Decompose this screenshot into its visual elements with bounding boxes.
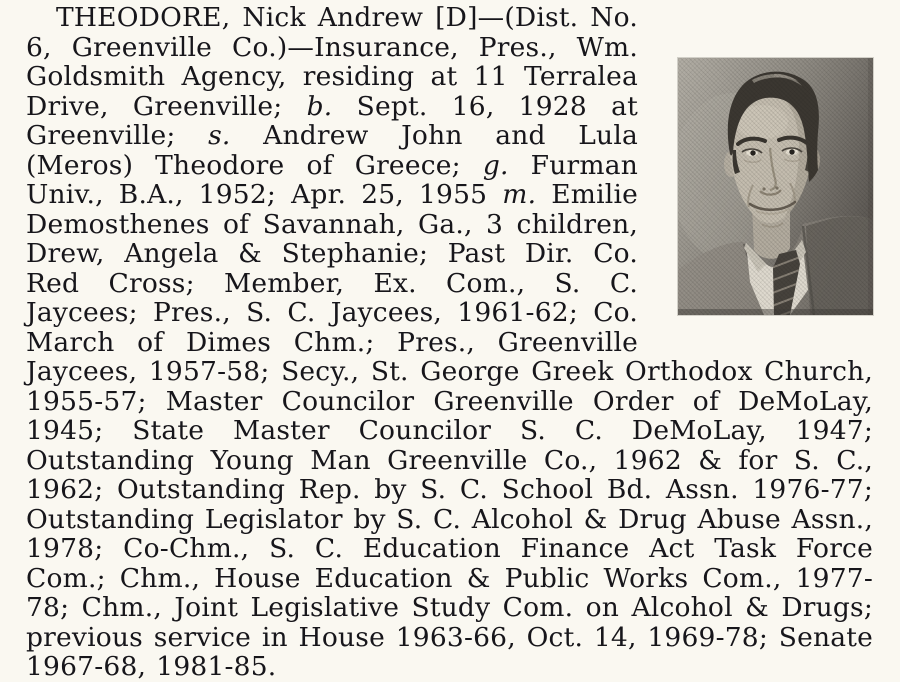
portrait-illustration: [678, 58, 873, 315]
bio-segment: Andrew John and Lula (Meros) Theodore of Greece;: [26, 120, 638, 181]
bio-abbreviation-italic: s.: [208, 120, 231, 151]
bio-segment: Furman Univ., B.A., 1952; Apr. 25, 1955: [26, 149, 638, 210]
bio-abbreviation-italic: g.: [482, 149, 509, 181]
portrait-photo: [678, 58, 873, 315]
bio-segment: —(Dist. No. 6, Greenville Co.)—Insurance, Pres., Wm. Goldsmith Agency, residing at 11 Terralea Drive, Greenville;: [26, 2, 638, 122]
bio-abbreviation-italic: m.: [502, 179, 537, 210]
biography-entry: [26, 3, 873, 682]
bio-segment: Emilie Demosthenes of Savannah, Ga., 3 children, Drew, Angela & Stephanie; Past Dir. Co. Red Cross; Member, Ex. Com., S. C. Jaycees; Pres., S. C. Jaycees, 1961-62; Co. March of Dimes Chm.; Pres., Greenville Jaycees, 1957-58; Secy., St. George Greek Orthodox Church, 1955-57; Master Councilor Greenville Order of DeMoLay, 1945; State Master Councilor S. C. DeMoLay, 1947; Outstanding Young Man Greenville Co., 1962 & for S. C., 1962; Outstanding Rep. by S. C. School Bd. Assn. 1976-77; Outstanding Legislator by S. C. Alcohol & Drug Abuse Assn., 1978; Co-Chm., S. C. Education Finance Act Task Force Com.; Chm., House Education & Public Works Com., 1977-78; Chm., Joint Legislative Study Com. on Alcohol & Drugs; previous service in House 1963-66, Oct. 14, 1969-78; Senate 1967-68, 1981-85.: [26, 179, 873, 682]
entry-name: THEODORE, Nick Andrew [D]: [56, 2, 478, 33]
bio-abbreviation-italic: b.: [306, 90, 333, 122]
bio-segment: Sept. 16, 1928 at Greenville;: [26, 90, 638, 151]
portrait-photo-block: [638, 3, 873, 354]
